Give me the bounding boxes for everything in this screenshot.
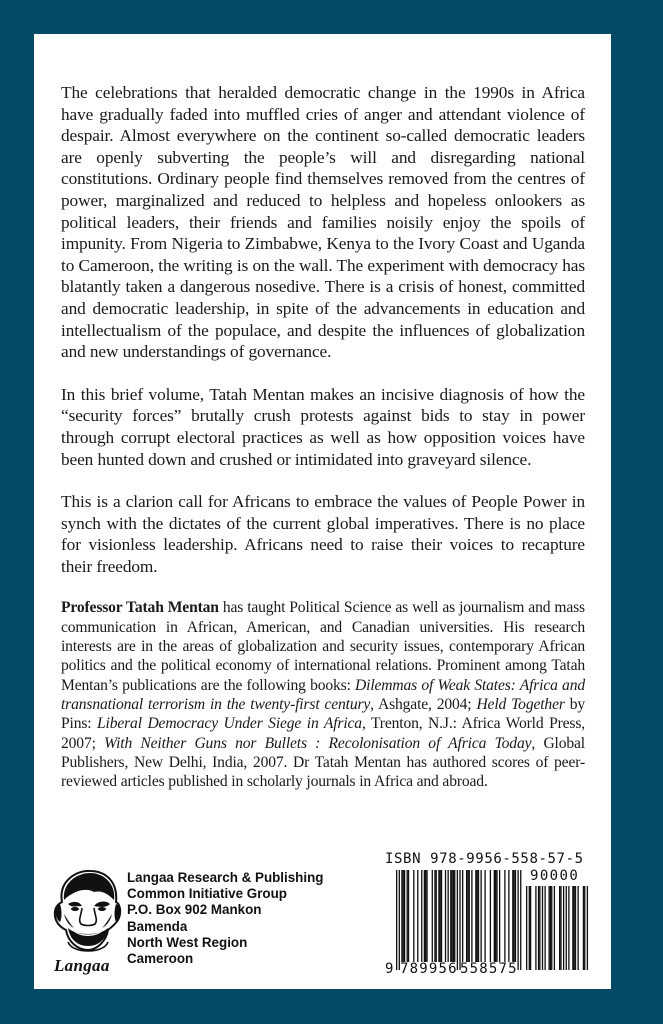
address-line: P.O. Box 902 Mankon xyxy=(127,902,262,918)
addon-bar xyxy=(559,886,560,970)
barcode-bar xyxy=(494,870,495,962)
isbn-label: ISBN 978-9956-558-57-5 xyxy=(385,851,584,867)
address-line: Langaa Research & Publishing xyxy=(127,870,324,885)
isbn-barcode xyxy=(384,850,594,980)
addon-bar xyxy=(574,886,575,970)
addon-bar xyxy=(584,886,585,970)
addon-bar xyxy=(568,886,569,970)
addon-bar xyxy=(577,886,578,970)
addon-bar xyxy=(572,886,573,970)
address-line: Cameroon xyxy=(127,951,194,967)
ean13-bars xyxy=(396,870,521,970)
barcode-bar xyxy=(515,870,516,962)
barcode-bar xyxy=(490,870,491,962)
addon-digits: 90000 xyxy=(530,868,580,884)
text-run: , Global Publishers, New Delhi, India, 2007. Dr Tatah Mentan has authored scores of peer-reviewed articles published in scholarly journals in Africa and abroad. xyxy=(61,734,585,791)
address-line: Common Initiative Group xyxy=(127,886,287,902)
address-line: North West Region xyxy=(127,934,248,950)
publisher-address xyxy=(127,870,323,967)
blurb-paragraph-2 xyxy=(61,384,585,470)
barcode-bar xyxy=(413,870,414,962)
barcode-bar xyxy=(462,870,463,962)
addon-bar xyxy=(548,886,549,970)
book-title: Held Together xyxy=(476,695,565,713)
barcode-bar xyxy=(454,870,455,962)
barcode-bar xyxy=(480,870,481,962)
barcode-bar xyxy=(496,870,497,962)
barcode-bar xyxy=(453,870,454,962)
barcode-bar xyxy=(450,870,451,962)
barcode-bar xyxy=(475,870,476,962)
barcode-bar xyxy=(471,870,472,962)
addon-bar xyxy=(583,886,584,970)
addon-bar xyxy=(529,886,530,970)
addon-bar xyxy=(563,886,564,970)
langaa-face-drawing xyxy=(48,864,126,960)
text-run: This is a clarion call for Africans to embrace the values of People Power in synch with the dictates of the current global imperatives. There is no place for visionless leadership. Africans need to raise their voices to recapture their freedom. xyxy=(61,492,585,576)
text-run: , Ashgate, 2004; xyxy=(370,695,477,713)
logo-wordmark: Langaa xyxy=(54,956,110,975)
barcode-bar xyxy=(440,870,441,962)
text-run: , Trenton, N.J.: Africa World Press, 2007; xyxy=(61,715,585,752)
barcode-bar xyxy=(457,870,458,970)
barcode-bar xyxy=(403,870,404,962)
book-title: Dilemmas of Weak States: Africa and transnational terrorism in the twenty-first century xyxy=(61,676,585,713)
addon-bar xyxy=(542,886,543,970)
barcode-bar xyxy=(438,870,439,962)
addon-bar xyxy=(526,886,527,970)
addon-bar xyxy=(575,886,576,970)
barcode-bar xyxy=(520,870,521,970)
blurb-paragraph-3 xyxy=(61,491,585,577)
author-bio-paragraph xyxy=(61,598,585,791)
addon-bar xyxy=(539,886,540,970)
address-line: Bamenda xyxy=(127,918,188,934)
barcode-bar xyxy=(447,870,448,962)
addon-bar xyxy=(560,886,561,970)
barcode-bar xyxy=(404,870,405,962)
blurb-text-block xyxy=(61,82,585,791)
barcode-bar xyxy=(407,870,408,962)
barcode-bar xyxy=(436,870,437,962)
barcode-bar xyxy=(478,870,479,962)
publisher-block xyxy=(48,860,378,980)
langaa-face-logo-icon xyxy=(48,864,126,976)
addon-bar xyxy=(530,886,531,970)
barcode-right-group: 558575 xyxy=(460,961,518,977)
back-cover-panel xyxy=(34,34,611,989)
barcode-bar xyxy=(504,870,505,962)
barcode-bar xyxy=(508,870,509,962)
barcode-bar xyxy=(417,870,418,962)
barcode-bar xyxy=(512,870,513,962)
barcode-left-group: 789956 xyxy=(400,961,458,977)
blurb-paragraph-1 xyxy=(61,82,585,363)
book-title: With Neither Guns nor Bullets : Recolonisation of Africa Today xyxy=(104,734,532,752)
barcode-bar xyxy=(441,870,442,962)
barcode-bar xyxy=(495,870,496,962)
barcode-bar xyxy=(459,870,460,970)
barcode-bar xyxy=(396,870,397,970)
addon-bar xyxy=(587,886,588,970)
addon-bar xyxy=(538,886,539,970)
text-run: has taught Political Science as well as journalism and mass communication in African, American, and Canadian universities. His research interests are in the areas of globalization and security issues, contemporary African politics and the political economy of international relations. Prominent among Tatah Mentan’s publications are the following books: xyxy=(61,599,585,694)
barcode-bar xyxy=(466,870,467,962)
barcode-bar xyxy=(513,870,514,962)
barcode-bar xyxy=(517,870,518,970)
barcode-bar xyxy=(426,870,427,962)
addon-bar xyxy=(566,886,567,970)
barcode-bar xyxy=(432,870,433,962)
barcode-bar xyxy=(399,870,400,970)
book-title: Liberal Democracy Under Siege in Africa xyxy=(97,715,362,733)
barcode-bar xyxy=(401,870,402,962)
barcode-first-digit: 9 xyxy=(385,961,394,977)
text-run: The celebrations that heralded democratic change in the 1990s in Africa have gradually faded into muffled cries of anger and attendant violence of despair. Almost everywhere on the continent so-called democratic leaders are openly subverting the people’s will and disregarding national constitutions. Ordinary people find themselves removed from the centres of power, marginalized and reduced to helpless and hopeless onlookers as political leaders, their friends and families noisily enjoy the spoils of impunity. From Nigeria to Zimbabwe, Kenya to the Ivory Coast and Uganda to Cameroon, the writing is on the wall. The experiment with democracy has blatantly taken a dangerous nosedive. There is a crisis of honest, committed and democratic leadership, in spite of the advancements in education and intellectualism of the populace, and despite the influences of globalization and new understandings of governance. xyxy=(61,83,585,362)
addon-bar xyxy=(535,886,536,970)
barcode-bar xyxy=(421,870,422,962)
addon-bar xyxy=(551,886,552,970)
barcode-bar xyxy=(499,870,500,962)
barcode-bar xyxy=(484,870,485,962)
text-run: In this brief volume, Tatah Mentan makes an incisive diagnosis of how the “security forces” brutally crush protests against bids to stay in power through corrupt electoral practices as well as how opposition voices have been hunted down and crushed or intimidated into graveyard silence. xyxy=(61,384,585,469)
barcode-bar xyxy=(469,870,470,962)
addon-bar xyxy=(554,886,555,970)
barcode-bar xyxy=(408,870,409,962)
text-run: by Pins: xyxy=(61,695,585,733)
barcode-bar xyxy=(467,870,468,962)
barcode-bar xyxy=(477,870,478,962)
barcode-bar xyxy=(425,870,426,962)
barcode-bar xyxy=(445,870,446,962)
author-name: Professor Tatah Mentan xyxy=(61,599,219,617)
barcode-bar xyxy=(451,870,452,962)
addon-bar xyxy=(550,886,551,970)
addon-bars xyxy=(526,886,588,970)
barcode-bar xyxy=(434,870,435,962)
barcode-bar xyxy=(424,870,425,962)
addon-bar xyxy=(544,886,545,970)
